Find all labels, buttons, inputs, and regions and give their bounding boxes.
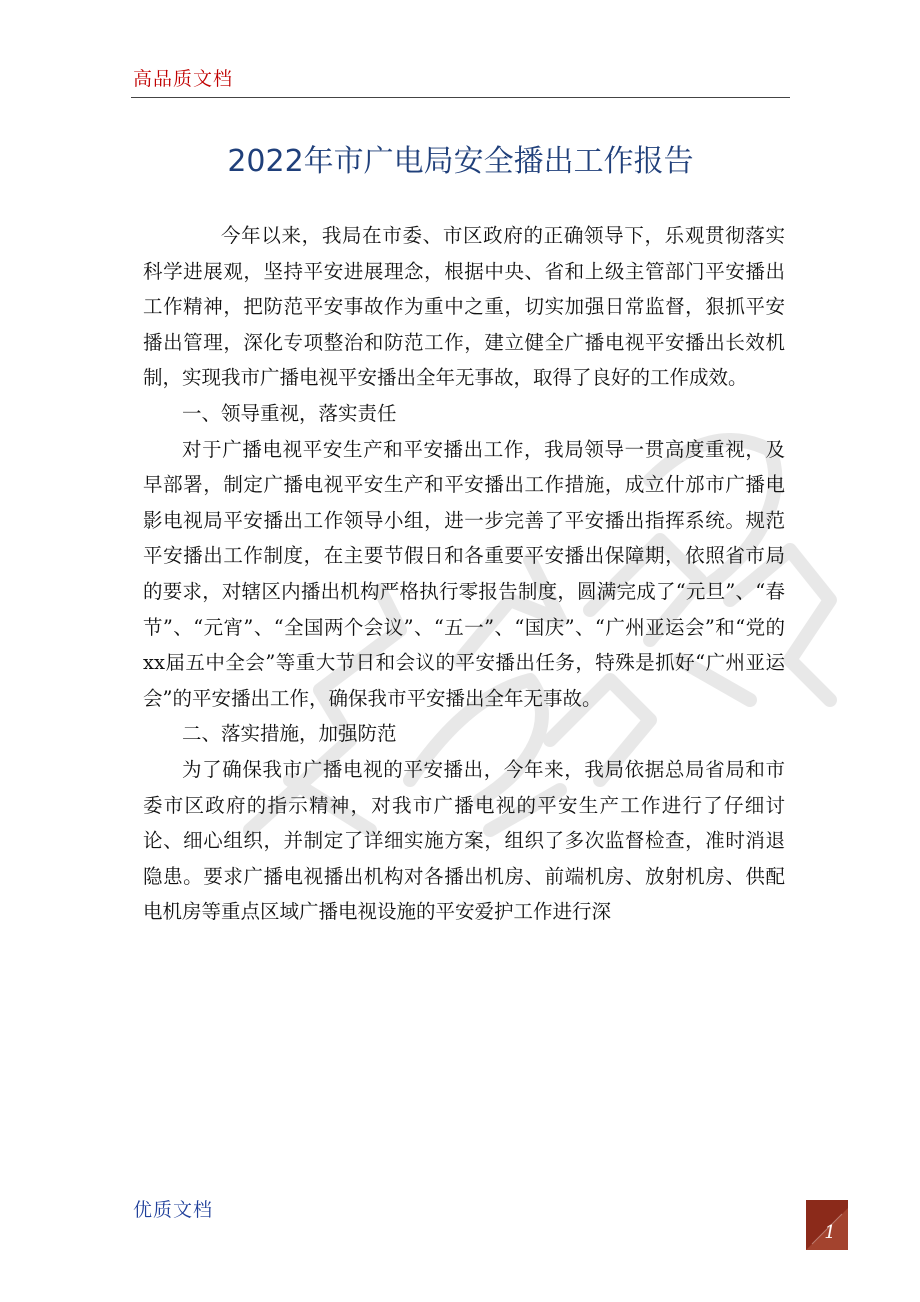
- document-body: [143, 218, 785, 930]
- page-number: 1: [824, 1222, 836, 1243]
- header-divider: [131, 97, 790, 98]
- paragraph-section-1: 对于广播电视平安生产和平安播出工作，我局领导一贯高度重视，及早部署，制定广播电视平安生产和平安播出工作措施，成立什邡市广播电影电视局平安播出工作领导小组，进一步完善了平安播出指挥系统。规范平安播出工作制度，在主要节假日和各重要平安播出保障期，依照省市局的要求，对辖区内播出机构严格执行零报告制度，圆满完成了“元旦”、“春节”、“元宵”、“全国两个会议”、“五一”、“国庆”、“广州亚运会”和“党的xx届五中全会”等重大节日和会议的平安播出任务，特殊是抓好“广州亚运会”的平安播出工作，确保我市平安播出全年无事故。: [143, 437, 785, 710]
- section-heading-2: 二、落实措施，加强防范: [182, 722, 397, 746]
- paragraph-section-2: 为了确保我市广播电视的平安播出，今年来，我局依据总局省局和市委市区政府的指示精神，对我市广播电视的平安生产工作进行了仔细讨论、细心组织，并制定了详细实施方案，组织了多次监督检查，准时消退隐患。要求广播电视播出机构对各播出机房、前端机房、放射机房、供配电机房等重点区域广播电视设施的平安爱护工作进行深: [143, 757, 785, 924]
- header-label: 高品质文档: [133, 68, 234, 90]
- section-heading-1: 一、领导重视，落实责任: [182, 401, 397, 425]
- footer-label: 优质文档: [133, 1199, 214, 1221]
- paragraph-intro: 今年以来，我局在市委、市区政府的正确领导下，乐观贯彻落实科学进展观，坚持平安进展理念，根据中央、省和上级主管部门平安播出工作精神，把防范平安事故作为重中之重，切实加强日常监督，狠抓平安播出管理，深化专项整治和防范工作，建立健全广播电视平安播出长效机制，实现我市广播电视平安播出全年无事故，取得了良好的工作成效。: [143, 224, 785, 390]
- document-title: 2022年市广电局安全播出工作报告: [227, 144, 694, 179]
